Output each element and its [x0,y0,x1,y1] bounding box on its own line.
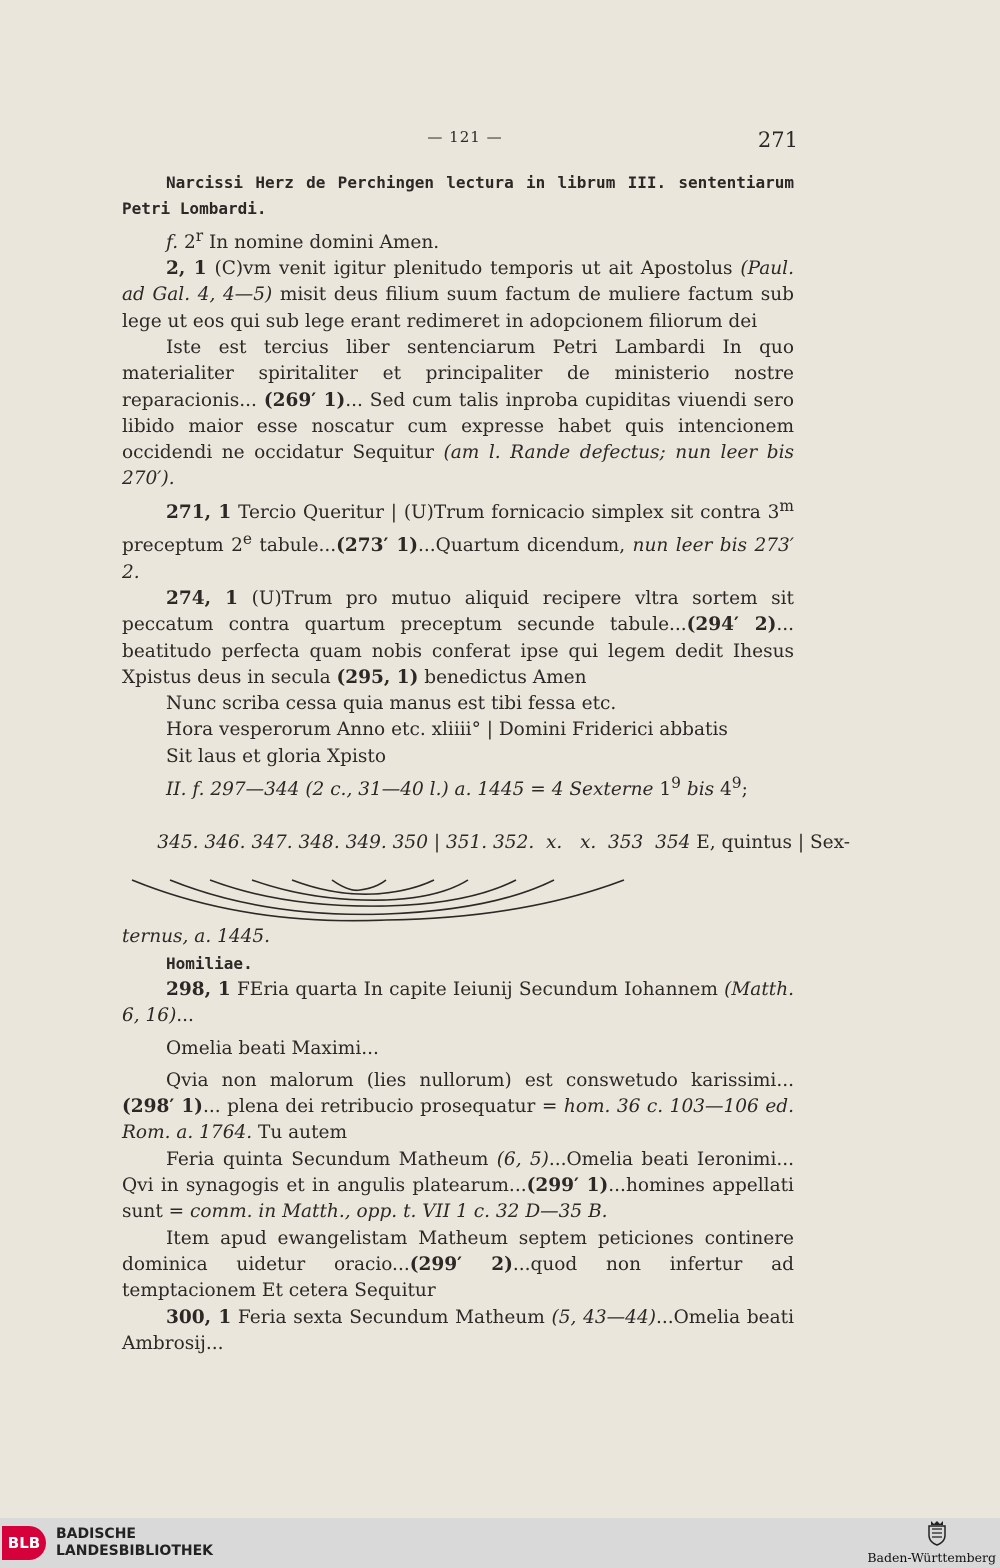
reference: 274, 1 [166,587,239,609]
section-title: Narcissi Herz de Perchingen lectura in librum III. sententiarum Petri Lombardi. [122,173,794,219]
superscript: r [195,226,204,245]
reference: (273′ 1) [336,535,419,557]
text-run: ... Sed cum talis inproba cupiditas viuendi sero libido maior esse noscatur cum expresse habet quis intencionem occidendi ne occidatur Sequitur [122,389,794,464]
text-run: (C)vm venit igitur plenitudo temporis ut ait Apostolus [206,258,741,280]
text-run: ...quod non infertur ad temptacionem Et cetera Sequitur [122,1253,794,1302]
text-run: Iste est tercius liber sentenciarum Petri Lambardi In quo materialiter spiritaliter et principaliter de ministerio nostre reparacionis... [122,336,794,411]
paragraph [122,770,794,803]
text-run: 1 [653,779,672,801]
paragraph [122,493,794,586]
paragraph [122,1068,794,1147]
text-run: Qvia non malorum (lies nullorum) est conswetudo karissimi... [166,1069,794,1091]
text-run: benedictus Amen [418,666,587,688]
page-number: 271 [757,128,798,152]
text-run: ; [741,779,748,801]
superscript: 9 [671,774,681,792]
gathering-arcs-diagram [124,878,644,922]
paragraph [122,335,794,493]
arc-line [332,880,386,890]
text-run: comm. in Matth., opp. t. VII 1 c. 32 D—35 B. [190,1201,608,1223]
text-run: tabule... [252,535,337,557]
text-run: FEria quarta In capite Ieiunij Secundum Iohannem [230,978,725,1000]
paragraph [122,1226,794,1305]
arc-line [210,880,516,906]
paragraph [122,586,794,691]
text-run: Feria quinta Secundum Matheum [166,1148,497,1170]
paragraph [122,1147,794,1226]
text-run: bis [680,779,720,801]
reference: 271, 1 [166,501,232,523]
text-run: nun leer bis 273′ 2. [122,535,794,583]
reference: (295, 1) [336,666,419,688]
text-run: Tercio Queritur | (U)Trum fornicacio simplex sit contra 3 [231,501,780,523]
text-run: misit deus filium suum factum de muliere factum sub lege ut eos qui sub lege erant redimeret in adopcionem filiorum dei [122,284,795,332]
coat-of-arms-icon [926,1520,948,1546]
text-run: (Matth. 6, 16) [122,978,794,1027]
text-run: E, quintus | Sex- [690,831,850,853]
text-run: ... plena dei retribucio prosequatur = [202,1096,564,1118]
paragraph [122,256,794,335]
text-run: (am l. Rande defectus; nun leer bis 270′). [122,442,794,490]
section-heading: Homiliae. [166,953,253,973]
text-run: ...Quartum dicendum, [418,535,633,557]
text-run: II. f. 297—344 (2 c., 31—40 l.) a. 1445 = 4 Sexterne [166,779,654,801]
paragraph: Sit laus et gloria Xpisto [166,745,386,767]
paragraph: Nunc scriba cessa quia manus est tibi fessa etc. [166,693,617,715]
paragraph: Omelia beati Maximi... [166,1037,379,1059]
reference: 2, 1 [166,258,207,280]
text-run: 4 [719,779,732,801]
text-run: ... beatitudo perfecta quam nobis conferat ipse qui legem dedit Ihesus Xpistus deus in secula [122,614,794,688]
blb-logo[interactable]: BLB [2,1526,46,1560]
text-run: ... [176,1005,194,1027]
running-header: — 121 — [427,128,503,146]
library-name-line: LANDESBIBLIOTHEK [56,1543,214,1559]
reference: (269′ 1) [263,389,346,411]
text-run: (6, 5) [496,1148,549,1170]
library-name-line: BADISCHE [56,1526,136,1542]
text-run: In nomine domini Amen. [203,231,440,253]
text-run: ...Omelia beati Ambrosij... [122,1306,794,1354]
text-run: (5, 43—44) [551,1306,656,1328]
arc-line [292,880,434,894]
text-run: f. [166,231,179,253]
text-run: 2 [178,231,196,253]
text-run: Item apud ewangelistam Matheum septem peticiones continere dominica uidetur oracio... [122,1227,794,1275]
paragraph [122,1305,794,1358]
text-run: (Paul. ad Gal. 4, 4—5) [122,258,794,306]
superscript: e [242,530,252,549]
reference: 300, 1 [166,1306,232,1328]
reference: 298, 1 [166,978,231,1000]
library-name[interactable] [56,1526,213,1560]
superscript: 9 [731,774,742,792]
superscript: m [779,496,794,515]
text-run: hom. 36 c. 103—106 ed. Rom. a. 1764. [122,1096,794,1144]
paragraph [122,977,794,1030]
reference: (294′ 2) [686,614,777,636]
paragraph [122,924,794,950]
library-footer-bar [0,1518,1000,1568]
reference: (299′ 1) [526,1175,609,1197]
text-run: ...homines appellati sunt = [122,1175,794,1223]
body-text [122,170,850,1357]
paragraph [122,803,850,882]
paragraph [122,223,794,256]
text-run: ternus, a. 1445. [122,926,271,948]
state-label: Baden-Württemberg [867,1550,996,1565]
text-run: ...Omelia beati Ieronimi... Qvi in synagogis et in angulis platearum... [122,1148,794,1197]
paragraph: Hora vesperorum Anno etc. xliiii° | Domini Friderici abbatis [166,719,728,741]
text-run: Tu autem [252,1122,348,1144]
text-run: 345. 346. 347. 348. 349. 350 | 351. 352. x. x. 353 354 [157,831,691,853]
reference: (299′ 2) [409,1253,513,1275]
reference: (298′ 1) [122,1096,203,1118]
text-run: (U)Trum pro mutuo aliquid recipere vltra sortem sit peccatum contra quartum preceptum secunde tabule... [122,587,794,636]
text-run: preceptum 2 [122,535,243,557]
text-run: Feria sexta Secundum Matheum [231,1306,552,1328]
